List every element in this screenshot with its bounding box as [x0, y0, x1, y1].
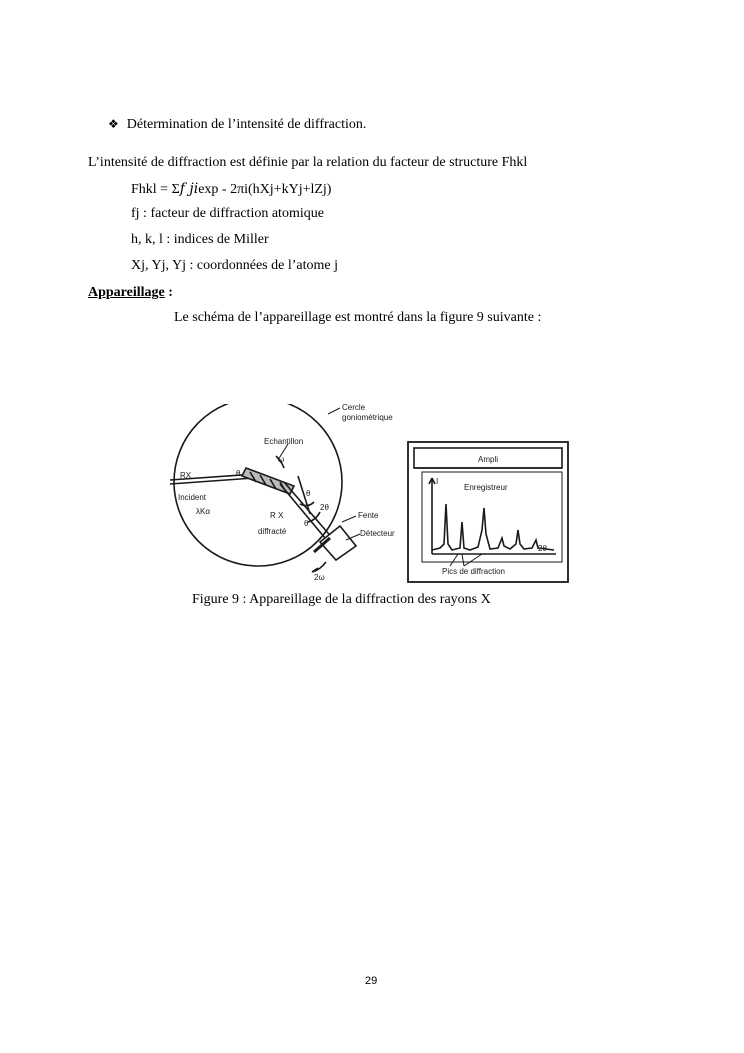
apparatus-colon: : [164, 285, 173, 300]
lambda-label: λKα [196, 507, 210, 516]
theta-right-label: θ [306, 489, 311, 498]
figure-caption: Figure 9 : Appareillage de la diffraction des rayons X [192, 592, 491, 607]
omega-label: ω [278, 455, 285, 464]
definition-hkl: h, k, l : indices de Miller [131, 232, 269, 247]
incident-label: Incident [178, 493, 207, 502]
pics-label: Pics de diffraction [442, 567, 505, 576]
definition-coords: Xj, Yj, Yj : coordonnées de l’atome j [131, 258, 338, 273]
intensity-axis-label: I [436, 477, 439, 486]
definition-fj: fj : facteur de diffraction atomique [131, 206, 324, 221]
rotation-label: 2ω [314, 573, 325, 582]
diffracte-label: diffracté [258, 527, 287, 536]
diamond-bullet-icon: ❖ [108, 117, 119, 131]
goniometrique-label: goniométrique [342, 413, 393, 422]
section-title: Détermination de l’intensité de diffraction. [126, 117, 367, 132]
diffractometer-figure [160, 404, 580, 584]
formula-italic: 𝑓 𝑗𝑖 [179, 181, 199, 197]
diffracted-beam [280, 484, 330, 544]
goniometer-circle [174, 404, 342, 566]
fente-label: Fente [358, 511, 379, 520]
intro-paragraph: L’intensité de diffraction est définie par la relation du facteur de structure Fhkl [88, 155, 528, 170]
ampli-label: Ampli [478, 455, 499, 464]
detecteur-label: Détecteur [360, 529, 395, 538]
page-number: 29 [365, 975, 378, 987]
structure-factor-formula [131, 180, 331, 199]
apparatus-title: Appareillage [88, 285, 165, 300]
enregistreur-label: Enregistreur [464, 483, 508, 492]
echantillon-label: Echantillon [264, 437, 304, 446]
section-heading [108, 115, 366, 134]
theta-mid-label: θ [304, 519, 309, 528]
two-theta-axis-label: 2θ [538, 544, 547, 553]
formula-prefix: Fhkl = Σ [131, 182, 180, 197]
rx-diffracted-label: R X [270, 511, 284, 520]
theta-left-label: θ [236, 469, 241, 478]
two-theta-label: 2θ [320, 503, 329, 512]
formula-suffix: exp - 2πi(hXj+kYj+lZj) [198, 182, 332, 197]
diffraction-trace [432, 504, 554, 550]
sample [242, 468, 294, 494]
apparatus-sentence: Le schéma de l’appareillage est montré dans la figure 9 suivante : [174, 310, 542, 325]
apparatus-heading [88, 284, 173, 302]
rx-incident-label: RX [180, 471, 192, 480]
cercle-label: Cercle [342, 404, 366, 412]
